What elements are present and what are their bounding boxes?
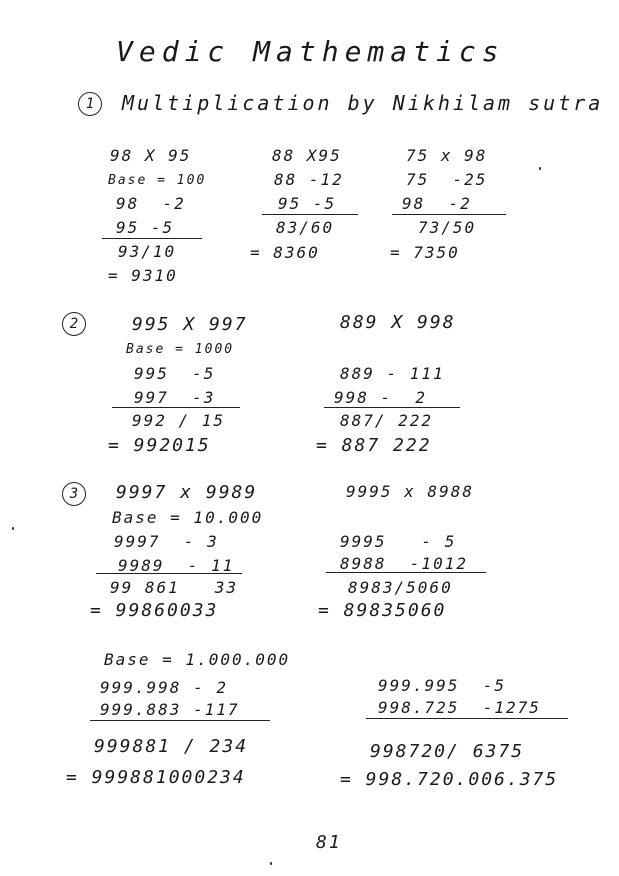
stray-mark <box>270 862 272 865</box>
page-subtitle: Multiplication by Nikhilam sutra <box>122 91 604 115</box>
s2c1-answer: = 992015 <box>108 435 211 456</box>
s3c2-answer: = 89835060 <box>318 600 447 621</box>
s1c1-row1: 98 -2 <box>116 194 186 213</box>
s3c1-rule <box>96 573 242 574</box>
stray-mark <box>12 527 14 530</box>
s3c1-row1: 9997 - 3 <box>114 532 219 551</box>
s1c2-row1: 88 -12 <box>274 170 344 189</box>
s1c2-row2: 95 -5 <box>278 194 337 213</box>
s1c3-answer: = 7350 <box>390 243 460 262</box>
s4c2-result: 998720/ 6375 <box>370 741 525 762</box>
s4c2-answer: = 998.720.006.375 <box>340 769 559 790</box>
s3c1-row2: 9989 - 11 <box>118 556 235 575</box>
s3c2-problem: 9995 x 8988 <box>346 482 474 501</box>
s3c2-rule <box>326 572 486 573</box>
s1c3-result: 73/50 <box>418 218 477 237</box>
s2c1-row1: 995 -5 <box>134 364 216 383</box>
s1c1-rule <box>102 238 202 239</box>
s2c2-problem: 889 X 998 <box>340 312 456 333</box>
s1c2-problem: 88 X95 <box>272 146 342 165</box>
s4c1-result: 999881 / 234 <box>94 736 249 757</box>
page-number: 81 <box>316 832 342 853</box>
s1c1-base: Base = 100 <box>108 173 207 188</box>
s2c2-answer: = 887 222 <box>316 435 432 456</box>
s1c2-result: 83/60 <box>276 218 335 237</box>
s2c2-row2: 998 - 2 <box>334 388 428 407</box>
s4c2-row2: 998.725 -1275 <box>378 698 541 717</box>
s2c1-rule <box>112 407 240 408</box>
s4c1-row1: 999.998 - 2 <box>100 678 228 697</box>
s1c3-rule <box>392 214 506 215</box>
section-3-number: 3 <box>62 482 86 506</box>
s1c2-answer: = 8360 <box>250 243 320 262</box>
s1c3-row2: 98 -2 <box>402 194 472 213</box>
s3c2-row2: 8988 -1012 <box>340 554 468 573</box>
s4-base: Base = 1.000.000 <box>104 650 291 669</box>
section-2-number: 2 <box>62 312 86 336</box>
s2c2-rule <box>324 407 460 408</box>
s3c2-row1: 9995 - 5 <box>340 532 457 551</box>
s4c1-rule <box>90 720 270 721</box>
s1c1-row2: 95 -5 <box>116 218 175 237</box>
s2c2-row1: 889 - 111 <box>340 364 445 383</box>
s2c1-problem: 995 X 997 <box>132 314 248 335</box>
s1c2-rule <box>262 214 358 215</box>
page-title: Vedic Mathematics <box>116 35 505 68</box>
s4c1-row2: 999.883 -117 <box>100 700 240 719</box>
s1c1-problem: 98 X 95 <box>110 146 192 165</box>
s4c2-row1: 999.995 -5 <box>378 676 506 695</box>
s1c3-problem: 75 x 98 <box>406 146 488 165</box>
s1c1-result: 93/10 <box>118 242 177 261</box>
s1c3-row1: 75 -25 <box>406 170 488 189</box>
s2c1-base: Base = 1000 <box>126 342 235 357</box>
s2c1-row2: 997 -3 <box>134 388 216 407</box>
stray-mark <box>539 167 541 170</box>
s3c1-result: 99 861 33 <box>110 578 238 597</box>
s3c1-problem: 9997 x 9989 <box>116 482 258 503</box>
s1c1-answer: = 9310 <box>108 266 178 285</box>
section-1-number: 1 <box>78 92 102 116</box>
s3c1-base: Base = 10.000 <box>112 508 264 527</box>
s2c1-result: 992 / 15 <box>132 411 226 430</box>
s3c1-answer: = 99860033 <box>90 600 219 621</box>
s3c2-result: 8983/5060 <box>348 578 453 597</box>
s4c2-rule <box>366 718 568 719</box>
s4c1-answer: = 999881000234 <box>66 767 246 788</box>
s2c2-result: 887/ 222 <box>340 411 434 430</box>
